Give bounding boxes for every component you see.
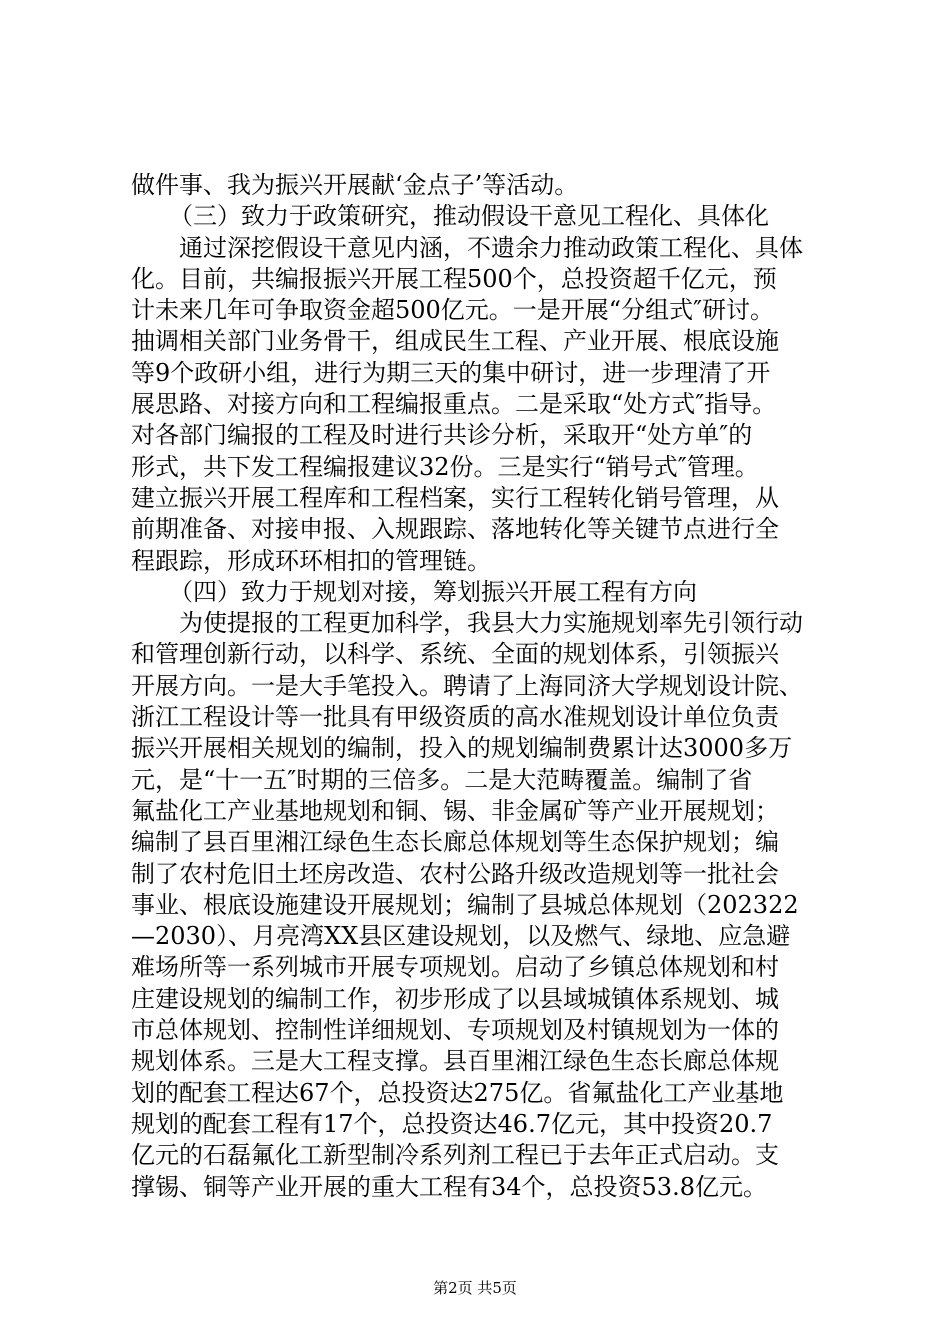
body-text-line: 规划的配套工程有17个，总投资达46.7亿元，其中投资20.7: [131, 1109, 773, 1138]
section-heading: （三）致力于政策研究，推动假设干意见工程化、具体化: [169, 202, 769, 231]
body-text-line: 庄建设规划的编制工作，初步形成了以县域城镇体系规划、城: [131, 984, 779, 1013]
body-text-line: 撑锡、铜等产业开展的重大工程有34个，总投资53.8亿元。: [131, 1172, 767, 1201]
body-text-line: 元，是“十一五″时期的三倍多。二是大范畴覆盖。编制了省: [131, 765, 753, 794]
body-text-line: 展思路、对接方向和工程编报重点。二是采取“处方式″指导。: [131, 390, 777, 419]
body-text-line: 程跟踪，形成环环相扣的管理链。: [131, 546, 491, 575]
body-text-line: 和管理创新行动，以科学、系统、全面的规划体系，引领振兴: [131, 640, 779, 669]
page-number-footer: 第2页 共5页: [433, 1279, 517, 1297]
body-text-line: 振兴开展相关规划的编制，投入的规划编制费累计达3000多万: [131, 734, 793, 763]
body-text-line: 前期准备、对接申报、入规跟踪、落地转化等关键节点进行全: [131, 515, 779, 544]
body-text-line: 做件事、我为振兴开展献‘金点子’等活动。: [131, 171, 579, 199]
body-text-line: 计未来几年可争取资金超500亿元。一是开展“分组式″研讨。: [131, 296, 775, 325]
body-text-line: 通过深挖假设干意见内涵，不遗余力推动政策工程化、具体: [179, 233, 803, 262]
section-heading: （四）致力于规划对接，筹划振兴开展工程有方向: [169, 577, 697, 606]
body-text-line: 亿元的石磊氟化工新型制冷系列剂工程已于去年正式启动。支: [131, 1141, 779, 1170]
body-text-line: 规划体系。三是大工程支撑。县百里湘江绿色生态长廊总体规: [131, 1047, 779, 1076]
body-text-line: 氟盐化工产业基地规划和铜、锡、非金属矿等产业开展规划；: [131, 796, 779, 825]
document-body: [131, 170, 851, 1203]
body-text-line: 形式，共下发工程编报建议32份。三是实行“销号式″管理。: [131, 452, 759, 481]
body-text-line: 等9个政研小组，进行为期三天的集中研讨，进一步理清了开: [131, 358, 771, 387]
body-text-line: 开展方向。一是大手笔投入。聘请了上海同济大学规划设计院、: [131, 671, 803, 700]
body-text-line: 难场所等一系列城市开展专项规划。启动了乡镇总体规划和村: [131, 953, 779, 982]
body-text-line: 划的配套工程达67个，总投资达275亿。省氟盐化工产业基地: [131, 1078, 784, 1107]
body-text-line: 市总体规划、控制性详细规划、专项规划及村镇规划为一体的: [131, 1016, 779, 1045]
body-text-line: 制了农村危旧土坯房改造、农村公路升级改造规划等一批社会: [131, 859, 779, 888]
body-text-line: 抽调相关部门业务骨干，组成民生工程、产业开展、根底设施: [131, 327, 779, 356]
body-text-line: 建立振兴开展工程库和工程档案，实行工程转化销号管理，从: [131, 483, 779, 512]
body-text-line: 对各部门编报的工程及时进行共诊分析，采取开“处方单″的: [131, 421, 753, 450]
body-text-line: 化。目前，共编报振兴开展工程500个，总投资超千亿元，预: [131, 264, 777, 293]
body-text-line: 为使提报的工程更加科学，我县大力实施规划率先引领行动: [179, 609, 803, 638]
body-text-line: 浙江工程设计等一批具有甲级资质的高水准规划设计单位负责: [131, 703, 779, 732]
body-text-line: 事业、根底设施建设开展规划；编制了县城总体规划（202322: [131, 890, 799, 919]
body-text-line: 编制了县百里湘江绿色生态长廊总体规划等生态保护规划；编: [131, 828, 779, 857]
body-text-line: —2030）、月亮湾XX县区建设规划，以及燃气、绿地、应急避: [131, 922, 791, 951]
